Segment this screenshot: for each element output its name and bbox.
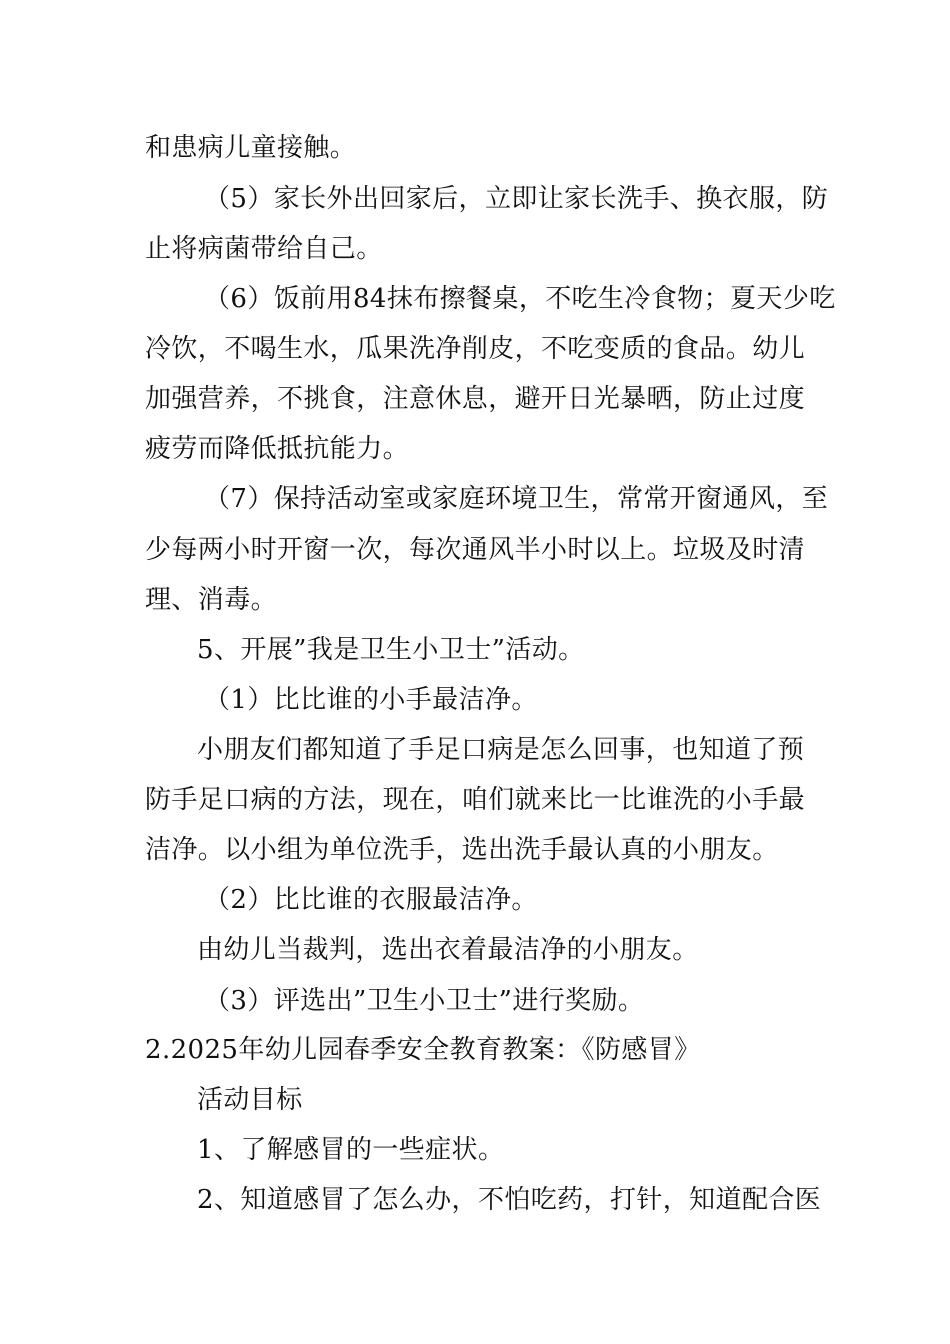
text-line: （1）比比谁的小手最洁净。: [204, 685, 538, 715]
text-line: 和患病儿童接触。: [145, 133, 357, 163]
text-line: （7）保持活动室或家庭环境卫生，常常开窗通风，至: [204, 484, 829, 514]
text-line: （5）家长外出回家后，立即让家长洗手、换衣服，防: [204, 184, 829, 214]
text-line: 理、消毒。: [145, 585, 278, 615]
subheading: 活动目标: [197, 1085, 303, 1115]
text-line: （2）比比谁的衣服最洁净。: [204, 885, 538, 915]
text-line: （6）饭前用84抹布擦餐桌，不吃生冷食物；夏天少吃: [204, 284, 836, 314]
text-line: 止将病菌带给自己。: [145, 234, 383, 264]
text-line: 洁净。以小组为单位洗手，选出洗手最认真的小朋友。: [145, 835, 779, 865]
text-line: 5、开展”我是卫生小卫士”活动。: [197, 635, 585, 665]
text-line: 1、了解感冒的一些症状。: [197, 1135, 505, 1165]
text-line: 冷饮，不喝生水，瓜果洗净削皮，不吃变质的食品。幼儿: [145, 334, 806, 364]
text-line: 小朋友们都知道了手足口病是怎么回事，也知道了预: [197, 735, 805, 765]
text-line: 少每两小时开窗一次，每次通风半小时以上。垃圾及时清: [145, 535, 806, 565]
section-heading: 2.2025年幼儿园春季安全教育教案：《防感冒》: [145, 1035, 701, 1065]
text-line: （3）评选出”卫生小卫士”进行奖励。: [204, 986, 645, 1016]
text-line: 疲劳而降低抵抗能力。: [145, 434, 410, 464]
text-line: 2、知道感冒了怎么办，不怕吃药，打针，知道配合医: [197, 1185, 822, 1215]
text-line: 加强营养，不挑食，注意休息，避开日光暴晒，防止过度: [145, 384, 806, 414]
text-line: 由幼儿当裁判，选出衣着最洁净的小朋友。: [197, 935, 699, 965]
text-line: 防手足口病的方法，现在，咱们就来比一比谁洗的小手最: [145, 785, 806, 815]
